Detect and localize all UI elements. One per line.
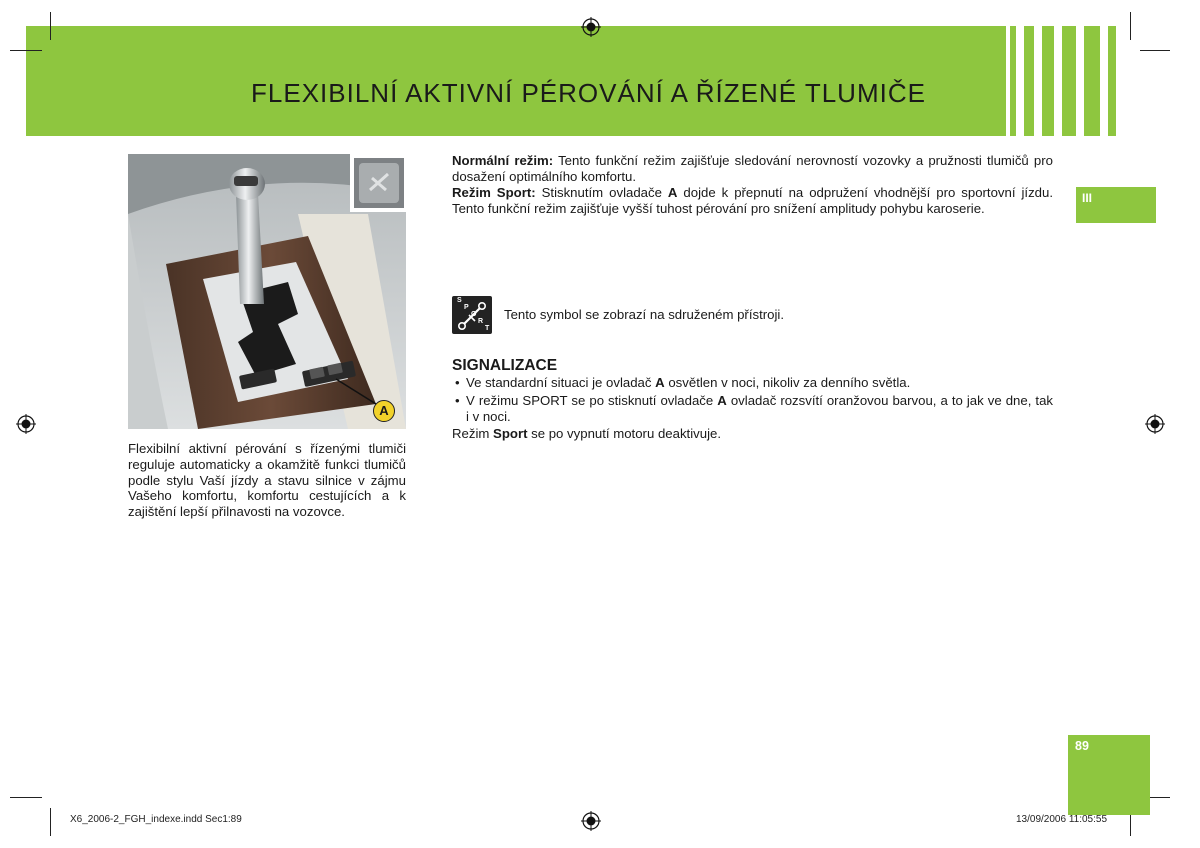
sport-mode-text: dojde k přepnutí na odpružení vhodnější pro sportovní jízdu. Tento funkční režim zajišťuje vyšší tuhost pérování pro snížení amplitudy pohybu karoserie. (452, 185, 1054, 216)
page-number-box (1068, 735, 1150, 815)
registration-mark-icon (1145, 414, 1165, 434)
bullet-dot: • (455, 393, 460, 408)
sport-mode-paragraph (452, 185, 1053, 217)
symbol-description: Tento symbol se zobrazí na sdruženém přístroji. (504, 307, 784, 322)
symbol-letter: O (471, 311, 477, 318)
crop-mark (50, 12, 51, 40)
symbol-letter: R (478, 318, 484, 325)
bullet-bold: A (655, 375, 665, 390)
crop-mark (10, 797, 42, 798)
page-number: 89 (1075, 739, 1089, 753)
registration-mark-icon (581, 811, 601, 831)
bullet-text: Ve standardní situaci je ovladač (466, 375, 656, 390)
crop-mark (50, 808, 51, 836)
sport-deactivation-note (452, 426, 1053, 442)
sport-mode-control: A (667, 185, 678, 200)
page-title: FLEXIBILNÍ AKTIVNÍ PÉROVÁNÍ A ŘÍZENÉ TLUMIČE (251, 78, 926, 108)
symbol-letter: P (464, 304, 469, 311)
section-tab-label: III (1082, 191, 1093, 205)
footer-timestamp: 13/09/2006 11:05:55 (1016, 814, 1108, 825)
gear-selector-illustration (128, 154, 406, 429)
bullet-text: V režimu SPORT se po stisknutí ovladače (466, 393, 718, 408)
note-text: se po vypnutí motoru deaktivuje. (527, 426, 721, 441)
sport-suspension-icon (452, 296, 492, 334)
symbol-letter: S (457, 297, 462, 304)
footer-file-info: X6_2006-2_FGH_indexe.indd Sec1:89 (70, 814, 242, 825)
section-tab (1076, 187, 1156, 223)
registration-mark-icon (16, 414, 36, 434)
normal-mode-label: Normální režim: (452, 153, 554, 168)
normal-mode-paragraph (452, 153, 1053, 185)
note-text: Režim (452, 426, 494, 441)
sport-mode-label: Režim Sport: (452, 185, 536, 200)
callout-a: A (373, 400, 395, 422)
sport-mode-text: Stisknutím ovladače (535, 185, 668, 200)
normal-mode-text: Tento funkční režim zajišťuje sledování nerovností vozovky a pružnosti tlumičů pro dosažení optimálního komfortu. (452, 153, 1053, 184)
bullet-bold: A (717, 393, 727, 408)
crop-mark (1130, 12, 1131, 40)
photo-caption: Flexibilní aktivní pérování s řízenými tlumiči reguluje automaticky a okamžitě funkci tlumičů podle stylu Vaší jízdy a stavu silnice v zájmu Vašeho komfortu, komfortu cestujících a k zajištění lepší přilnavosti na vozovce. (128, 441, 406, 520)
bullet-dot: • (455, 375, 460, 390)
note-bold: Sport (493, 426, 528, 441)
bullet-item (466, 375, 1053, 391)
registration-mark-icon (581, 17, 601, 37)
symbol-letter: T (485, 325, 490, 332)
gear-selector-photo (128, 154, 406, 429)
crop-mark (1140, 50, 1170, 51)
bullet-text: osvětlen v noci, nikoliv za denního světla. (664, 375, 911, 390)
bullet-item (466, 393, 1053, 425)
signalizace-heading: SIGNALIZACE (452, 357, 558, 374)
bullet-text: ovladač rozsvítí oranžovou barvou, a to jak ve dne, tak i v noci. (466, 393, 1053, 424)
crop-mark (10, 50, 42, 51)
